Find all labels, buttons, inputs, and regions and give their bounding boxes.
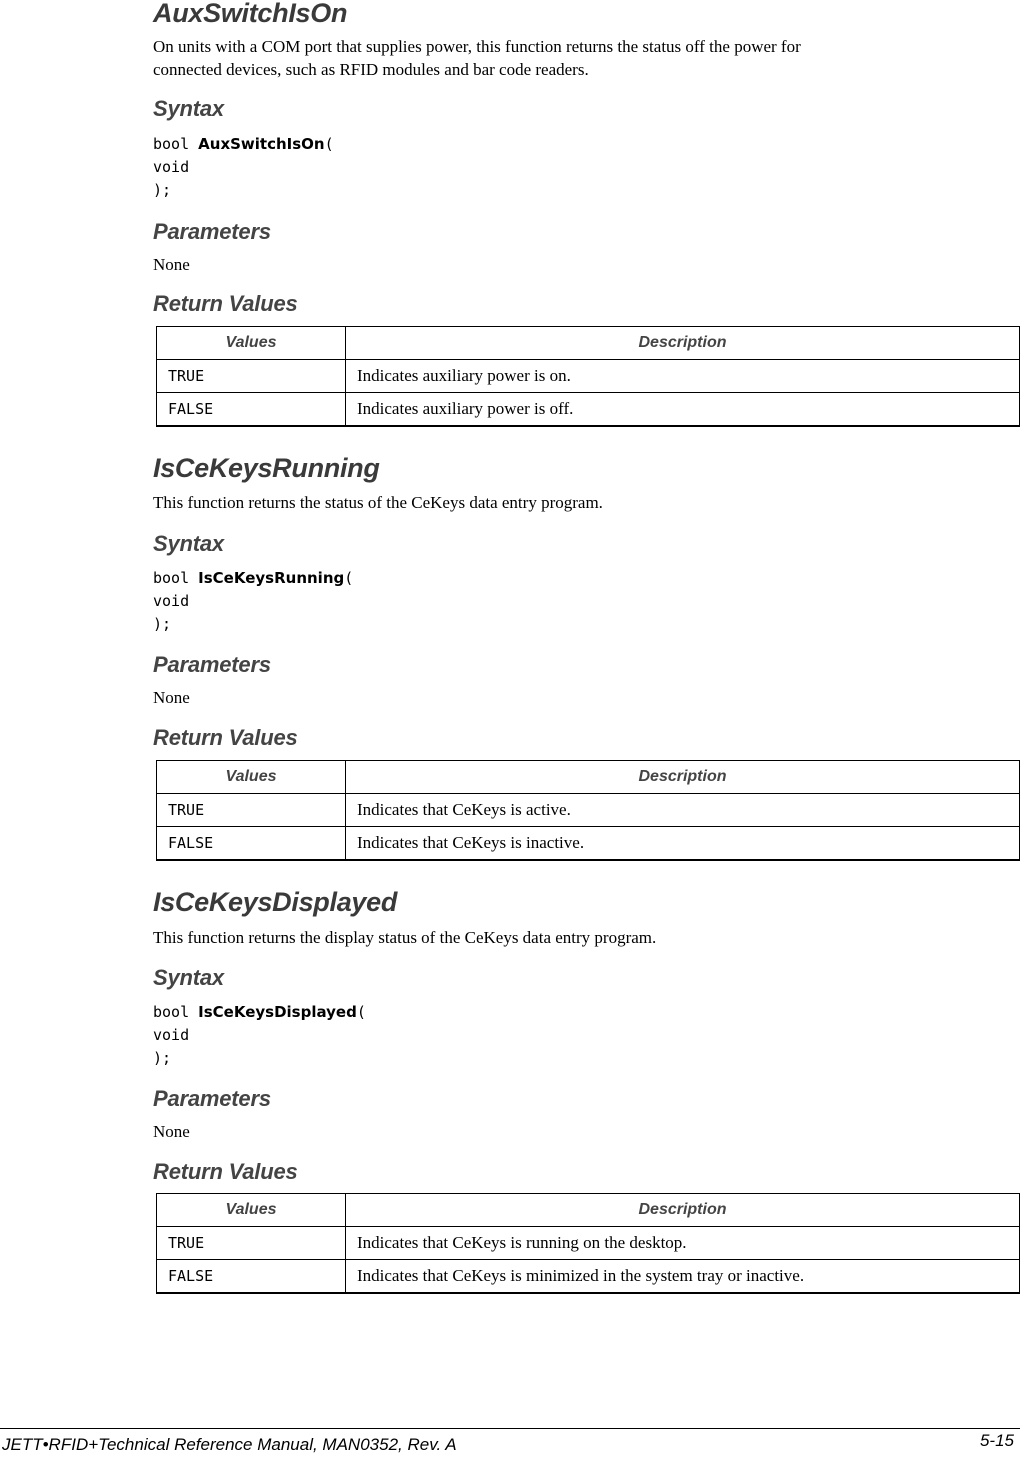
syntax-heading: Syntax — [153, 965, 224, 990]
syntax-function-name: IsCeKeysDisplayed — [198, 1003, 357, 1021]
table-row — [157, 1227, 1020, 1260]
description-cell: Indicates auxiliary power is off. — [346, 393, 1020, 427]
syntax-heading: Syntax — [153, 96, 224, 121]
return-values-table — [156, 1193, 1020, 1294]
syntax-return-type: bool — [153, 135, 199, 153]
column-header: Values — [157, 1194, 346, 1227]
column-header: Values — [157, 761, 346, 794]
syntax-close: ); — [153, 181, 172, 199]
value-cell: FALSE — [157, 1260, 346, 1294]
column-header: Description — [346, 761, 1020, 794]
syntax-open-paren: ( — [324, 135, 334, 153]
parameters-heading: Parameters — [153, 219, 271, 244]
manual-title: JETT•RFID+Technical Reference Manual, MAN0352, Rev. A — [2, 1435, 457, 1454]
column-header: Description — [346, 327, 1020, 360]
syntax-close: ); — [153, 615, 172, 633]
table-row — [157, 360, 1020, 393]
value-cell: FALSE — [157, 827, 346, 861]
syntax-open-paren: ( — [344, 569, 354, 587]
table-row — [157, 827, 1020, 861]
return-values-heading: Return Values — [153, 725, 298, 750]
column-header: Description — [346, 1194, 1020, 1227]
syntax-open-paren: ( — [356, 1003, 366, 1021]
syntax-return-type: bool — [153, 569, 199, 587]
syntax-param: void — [153, 592, 190, 610]
syntax-block — [153, 567, 353, 636]
function-description: This function returns the display status of the CeKeys data entry program. — [153, 928, 657, 947]
return-values-heading: Return Values — [153, 1159, 298, 1184]
syntax-block — [153, 133, 334, 202]
parameters-text: None — [153, 688, 190, 707]
table-row — [157, 794, 1020, 827]
description-line: On units with a COM port that supplies power, this function returns the status off the power for — [153, 37, 801, 56]
description-line: connected devices, such as RFID modules and bar code readers. — [153, 60, 589, 79]
syntax-function-name: IsCeKeysRunning — [198, 569, 345, 587]
page-number: 5-15 — [979, 1431, 1014, 1450]
return-values-heading: Return Values — [153, 291, 298, 316]
return-values-table — [156, 760, 1020, 861]
value-cell: TRUE — [157, 360, 346, 393]
value-cell: TRUE — [157, 1227, 346, 1260]
description-cell: Indicates that CeKeys is inactive. — [346, 827, 1020, 861]
function-title: IsCeKeysRunning — [153, 453, 380, 483]
table-header-row — [157, 761, 1020, 794]
page-footer — [0, 1428, 1020, 1457]
syntax-return-type: bool — [153, 1003, 199, 1021]
value-cell: FALSE — [157, 393, 346, 427]
syntax-block — [153, 1001, 366, 1070]
table-header-row — [157, 1194, 1020, 1227]
function-description: This function returns the status of the CeKeys data entry program. — [153, 493, 603, 512]
function-title: IsCeKeysDisplayed — [153, 887, 398, 917]
table-header-row — [157, 327, 1020, 360]
function-title: AuxSwitchIsOn — [153, 0, 348, 28]
description-cell: Indicates auxiliary power is on. — [346, 360, 1020, 393]
description-cell: Indicates that CeKeys is running on the desktop. — [346, 1227, 1020, 1260]
parameters-text: None — [153, 1122, 190, 1141]
parameters-text: None — [153, 255, 190, 274]
table-row — [157, 393, 1020, 427]
table-row — [157, 1260, 1020, 1294]
syntax-function-name: AuxSwitchIsOn — [198, 135, 325, 153]
syntax-heading: Syntax — [153, 531, 224, 556]
description-cell: Indicates that CeKeys is active. — [346, 794, 1020, 827]
syntax-param: void — [153, 1026, 190, 1044]
value-cell: TRUE — [157, 794, 346, 827]
parameters-heading: Parameters — [153, 652, 271, 677]
description-cell: Indicates that CeKeys is minimized in the system tray or inactive. — [346, 1260, 1020, 1294]
syntax-close: ); — [153, 1049, 172, 1067]
return-values-table — [156, 326, 1020, 427]
column-header: Values — [157, 327, 346, 360]
syntax-param: void — [153, 158, 190, 176]
parameters-heading: Parameters — [153, 1086, 271, 1111]
function-description — [153, 35, 801, 81]
